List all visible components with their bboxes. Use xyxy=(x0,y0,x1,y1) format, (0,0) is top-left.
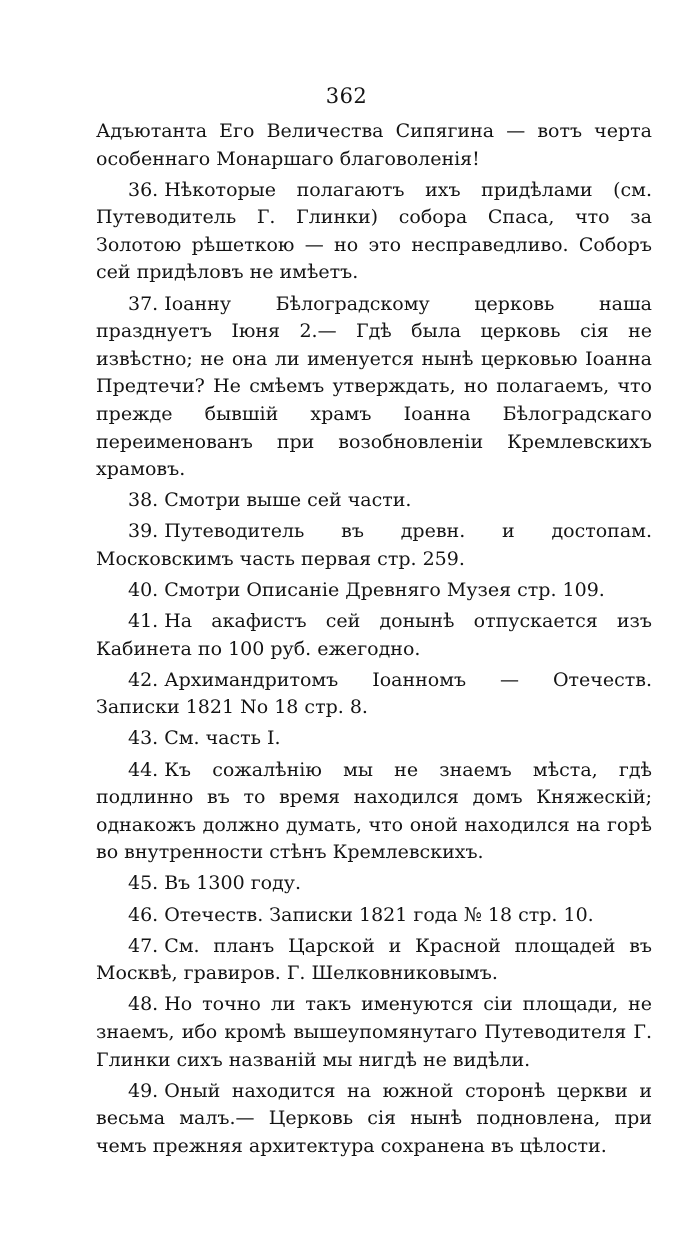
continuation-paragraph xyxy=(96,118,652,173)
footnote-number: 40. xyxy=(128,579,159,601)
footnote-number: 42. xyxy=(128,668,159,691)
footnote-45 xyxy=(96,870,652,898)
footnote-number: 41. xyxy=(128,610,159,633)
footnote-text: Отечеств. Записки 1821 года № 18 стр. 10. xyxy=(164,903,594,926)
footnote-text: См. часть I. xyxy=(164,727,281,750)
footnote-36 xyxy=(96,177,652,287)
footnote-text: Путеводитель въ древн. и достопам. Московскимъ часть первая стр. 259. xyxy=(96,520,652,570)
paragraph-text: Адъютанта Его Величества Сипягина — вотъ черта особеннаго Монаршаго благоволенія! xyxy=(96,120,652,170)
footnote-47 xyxy=(96,933,652,988)
footnote-48 xyxy=(96,991,652,1074)
footnote-number: 46. xyxy=(128,903,159,926)
footnote-43 xyxy=(96,725,652,753)
footnote-text: Архимандритомъ Іоанномъ — Отечеств. Записки 1821 No 18 стр. 8. xyxy=(96,668,652,719)
footnote-39 xyxy=(96,518,652,573)
page-number: 362 xyxy=(325,84,368,108)
footnote-text: На акафистъ сей донынѣ отпускается изъ Кабинета по 100 руб. ежегодно. xyxy=(96,610,652,660)
footnote-number: 47. xyxy=(128,934,159,957)
footnote-number: 36. xyxy=(128,178,159,201)
footnote-number: 48. xyxy=(128,993,159,1016)
footnote-text: Въ 1300 году. xyxy=(164,872,302,895)
footnote-44 xyxy=(96,757,652,867)
footnote-41 xyxy=(96,608,652,663)
footnote-46 xyxy=(96,902,652,930)
footnote-number: 37. xyxy=(128,292,159,315)
footnote-number: 49. xyxy=(128,1079,159,1102)
footnote-number: 44. xyxy=(128,758,159,781)
footnote-text: Оный находится на южной сторонѣ церкви и весьма малъ.— Церковь сія нынѣ подновлена, при чемъ прежняя архитектура сохранена въ цѣлости. xyxy=(96,1079,652,1157)
footnote-number: 45. xyxy=(128,872,159,895)
footnote-number: 38. xyxy=(128,489,159,512)
footnote-text: Іоанну Бѣлоградскому церковь наша празднуетъ Іюня 2.— Гдѣ была церковь сія не извѣстно; не она ли именуется нынѣ церковью Іоанна Предтечи? Не смѣемъ утверждать, но полагаемъ, что прежде бывшій храмъ Іоанна Бѣлоградскаго переименованъ при возобновленіи Кремлевскихъ храмовъ. xyxy=(96,292,652,481)
footnote-text: Смотри Описаніе Древняго Музея стр. 109. xyxy=(164,579,605,601)
footnote-49 xyxy=(96,1078,652,1161)
footnote-38 xyxy=(96,487,652,515)
footnote-37 xyxy=(96,291,652,484)
footnote-text: Нѣкоторые полагаютъ ихъ придѣлами (см. Путеводитель Г. Глинки) собора Спаса, что за Золотою рѣшеткою — но это несправедливо. Соборъ сей придѣловъ не имѣетъ. xyxy=(96,178,652,284)
footnote-40 xyxy=(96,577,652,605)
footnote-number: 43. xyxy=(128,727,159,750)
footnote-text: Но точно ли такъ именуются сіи площади, не знаемъ, ибо кромѣ вышеупомянутаго Путеводителя Г. Глинки сихъ названій мы нигдѣ не видѣли. xyxy=(96,993,652,1071)
footnote-text: Къ сожалѣнію мы не знаемъ мѣста, гдѣ подлинно въ то время находился домъ Княжескій; однакожъ должно думать, что оной находился на горѣ во внутренности стѣнъ Кремлевскихъ. xyxy=(96,758,652,864)
footnote-number: 39. xyxy=(128,520,159,543)
footnotes-text xyxy=(96,118,652,1164)
footnote-42 xyxy=(96,667,652,722)
footnote-text: См. планъ Царской и Красной площадей въ Москвѣ, гравиров. Г. Шелковниковымъ. xyxy=(96,934,652,985)
footnote-text: Смотри выше сей части. xyxy=(164,489,412,512)
